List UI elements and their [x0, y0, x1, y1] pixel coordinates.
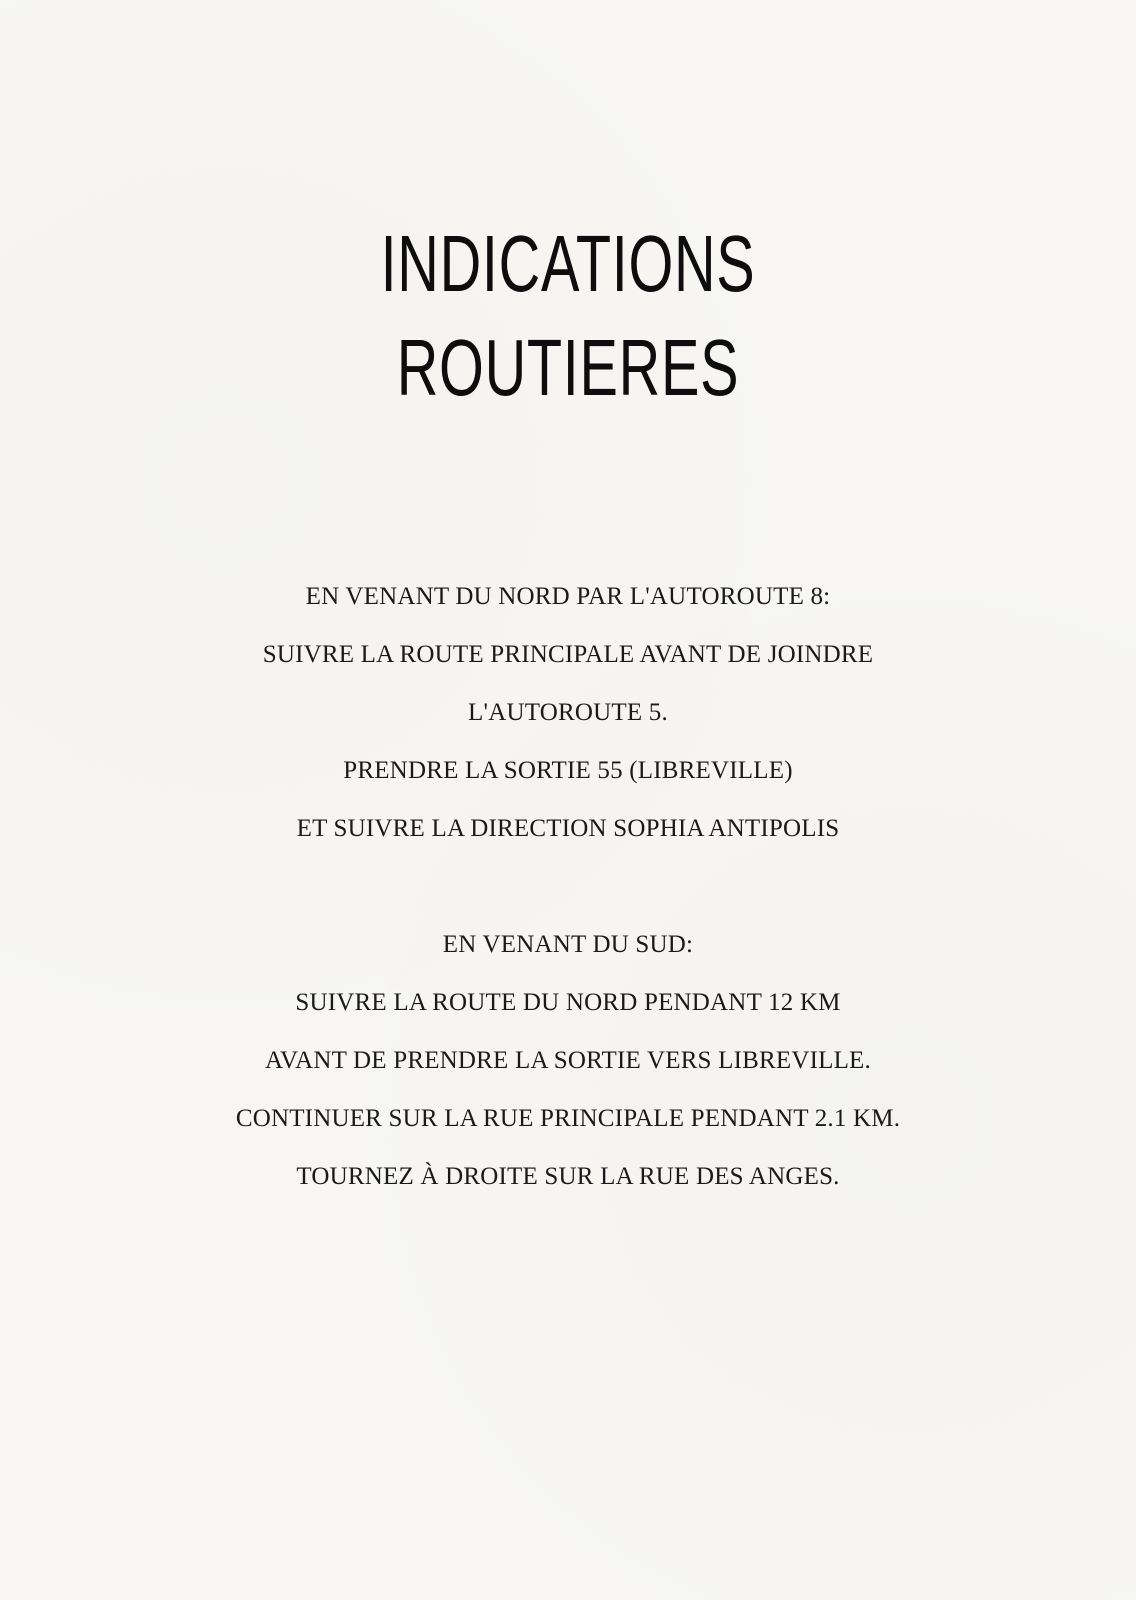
north-heading: EN VENANT DU NORD PAR L'AUTOROUTE 8: — [305, 583, 831, 610]
directions-from-north — [0, 568, 1136, 858]
north-line: ET SUIVRE LA DIRECTION SOPHIA ANTIPOLIS — [296, 815, 840, 842]
north-line: SUIVRE LA ROUTE PRINCIPALE AVANT DE JOINDRE — [262, 641, 874, 668]
north-line: L'AUTOROUTE 5. — [468, 699, 668, 726]
south-line: SUIVRE LA ROUTE DU NORD PENDANT 12 KM — [295, 989, 841, 1016]
page-title — [159, 212, 977, 420]
south-line: TOURNEZ À DROITE SUR LA RUE DES ANGES. — [296, 1163, 840, 1190]
directions-body — [0, 568, 1136, 1206]
title-line-1: INDICATIONS — [380, 219, 756, 308]
south-line: AVANT DE PRENDRE LA SORTIE VERS LIBREVILLE. — [265, 1047, 871, 1074]
directions-from-south — [0, 916, 1136, 1206]
north-line: PRENDRE LA SORTIE 55 (LIBREVILLE) — [343, 757, 793, 784]
south-line: CONTINUER SUR LA RUE PRINCIPALE PENDANT 2.1 KM. — [235, 1105, 901, 1132]
title-line-2: ROUTIERES — [396, 323, 740, 412]
south-heading: EN VENANT DU SUD: — [442, 931, 694, 958]
